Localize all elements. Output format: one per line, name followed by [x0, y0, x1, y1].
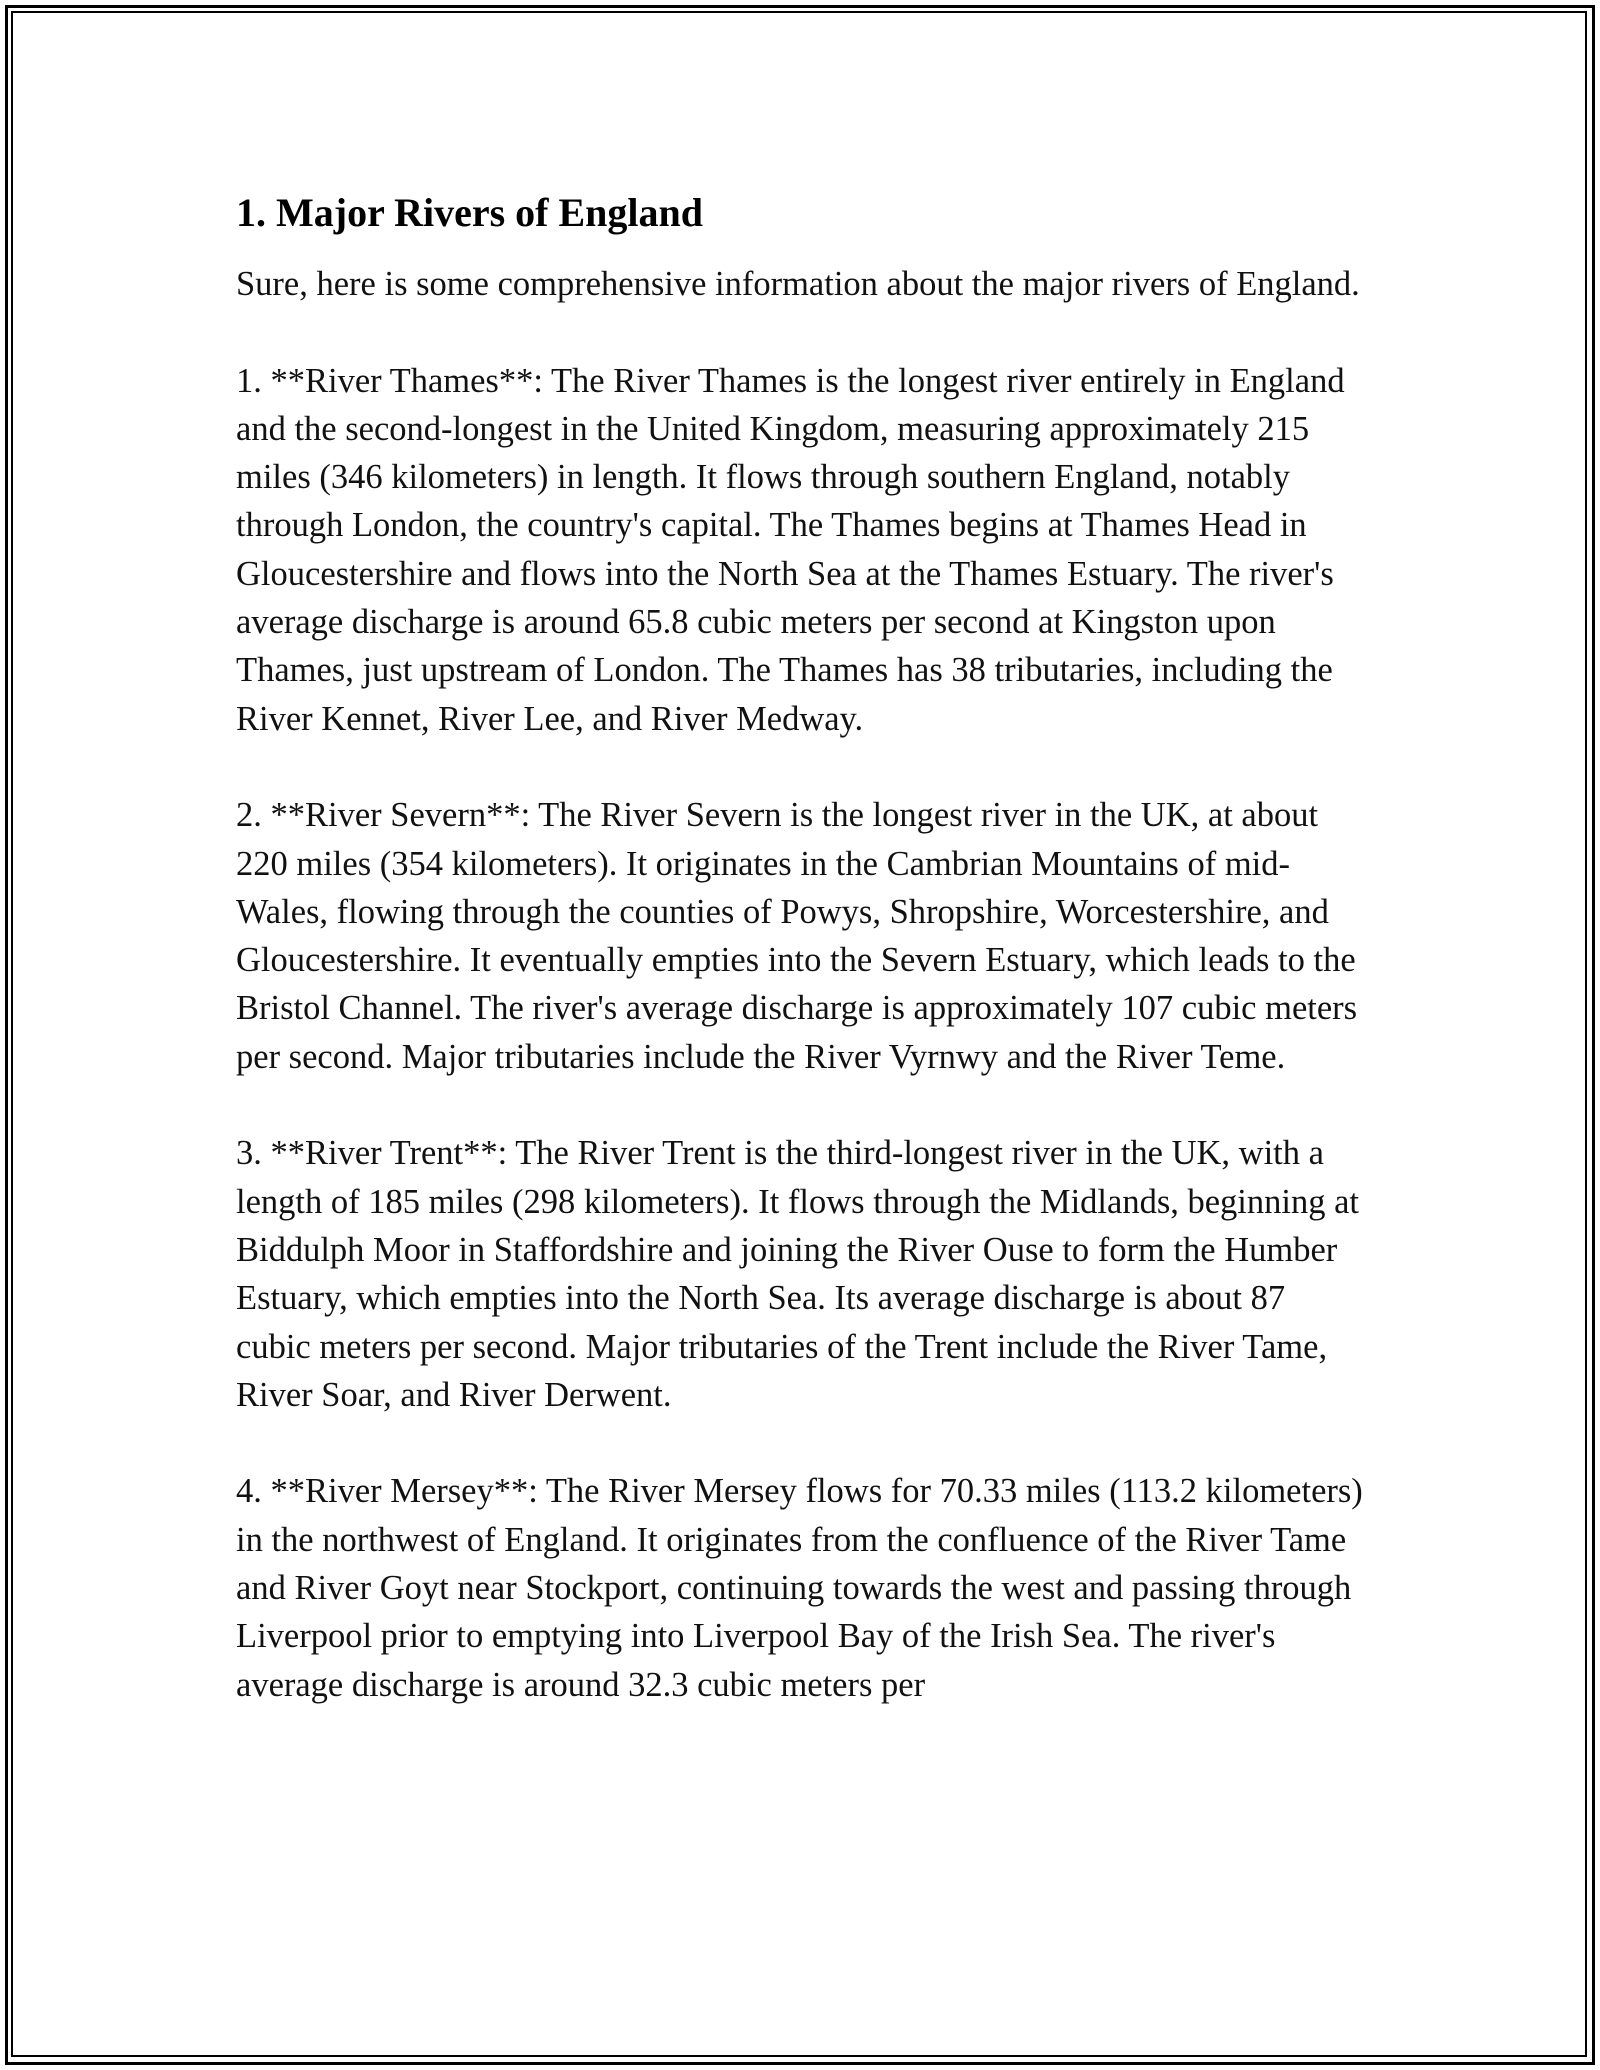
document-body [236, 186, 1366, 1757]
page-title: 1. Major Rivers of England [236, 190, 704, 235]
river-trent-paragraph: 3. **River Trent**: The River Trent is the third-longest river in the UK, with a length of 185 miles (298 kilometers). It flows through the Midlands, beginning at Biddulph Moor in Staffordshire and joining the River Ouse to form the Humber Estuary, which empties into the North Sea. Its average discharge is about 87 cubic meters per second. Major tributaries of the Trent include the River Tame, River Soar, and River Derwent. [236, 1134, 1360, 1414]
river-severn-paragraph: 2. **River Severn**: The River Severn is the longest river in the UK, at about 220 miles (354 kilometers). It originates in the Cambrian Mountains of mid-Wales, flowing through the counties of Powys, Shropshire, Worcestershire, and Gloucestershire. It eventually empties into the Severn Estuary, which leads to the Bristol Channel. The river's average discharge is approximately 107 cubic meters per second. Major tributaries include the River Vyrnwy and the River Teme. [236, 796, 1358, 1076]
river-mersey-paragraph: 4. **River Mersey**: The River Mersey flows for 70.33 miles (113.2 kilometers) in the northwest of England. It originates from the confluence of the River Tame and River Goyt near Stockport, continuing towards the west and passing through Liverpool prior to emptying into Liverpool Bay of the Irish Sea. The river's average discharge is around 32.3 cubic meters per [236, 1472, 1363, 1704]
intro-paragraph: Sure, here is some comprehensive information about the major rivers of England. [236, 265, 1360, 303]
river-thames-paragraph: 1. **River Thames**: The River Thames is the longest river entirely in England and the second-longest in the United Kingdom, measuring approximately 215 miles (346 kilometers) in length. It flows through southern England, notably through London, the country's capital. The Thames begins at Thames Head in Gloucestershire and flows into the North Sea at the Thames Estuary. The river's average discharge is around 65.8 cubic meters per second at Kingston upon Thames, just upstream of London. The Thames has 38 tributaries, including the River Kennet, River Lee, and River Medway. [236, 361, 1345, 738]
